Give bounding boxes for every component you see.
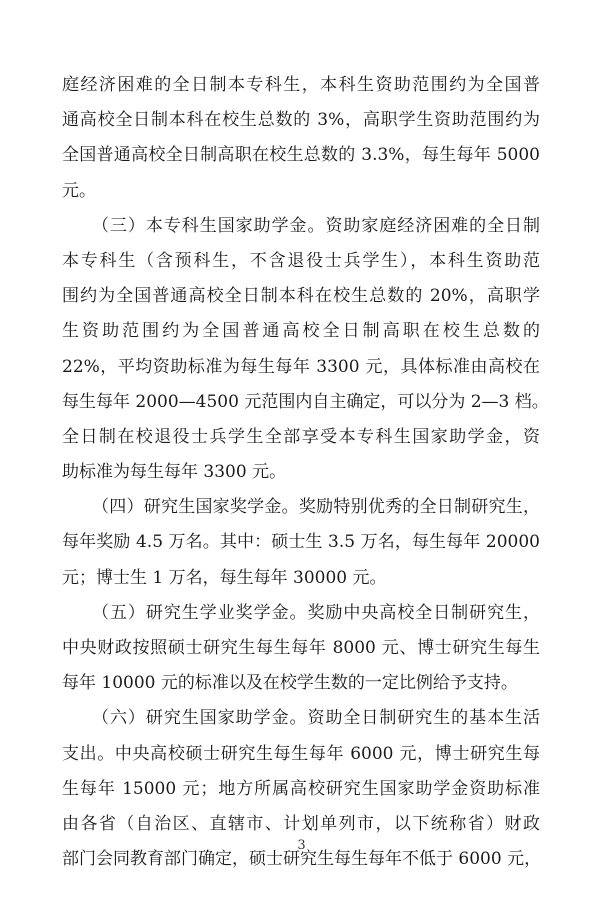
text-line: 生每年 15000 元；地方所属高校研究生国家助学金资助标准: [62, 778, 540, 799]
paragraph-first-line: （三）本专科生国家助学金。资助家庭经济困难的全日制: [92, 215, 540, 236]
text-line: 生资助范围约为全国普通高校全日制高职在校生总数的: [62, 321, 540, 342]
body-text: [62, 68, 549, 877]
text-line: 由各省（自治区、直辖市、计划单列市，以下统称省）财政: [62, 813, 540, 834]
text-line: 全日制在校退役士兵学生全部享受本专科生国家助学金，资: [62, 426, 540, 447]
text-line: 围约为全国普通高校全日制本科在校生总数的 20%，高职学: [62, 286, 540, 307]
text-line: 本专科生（含预科生，不含退役士兵学生），本科生资助范: [62, 250, 540, 271]
text-line: 助标准为每生每年 3300 元。: [62, 462, 287, 483]
text-line: 中央财政按照硕士研究生每生每年 8000 元、博士研究生每生: [62, 638, 540, 658]
paragraph-first-line: （五）研究生学业奖学金。奖励中央高校全日制研究生，: [92, 602, 540, 623]
text-line: 每年奖励 4.5 万名。其中：硕士生 3.5 万名，每生每年 20000: [62, 532, 540, 553]
text-line: 庭经济困难的全日制本专科生，本科生资助范围约为全国普: [62, 75, 540, 95]
text-line: 全国普通高校全日制高职在校生总数的 3.3%，每生每年 5000: [62, 145, 540, 166]
text-line: 元；博士生 1 万名，每生每年 30000 元。: [62, 567, 387, 588]
text-line: 支出。中央高校硕士研究生每生每年 6000 元，博士研究生每: [62, 743, 540, 764]
text-line: 22%，平均资助标准为每生每年 3300 元，具体标准由高校在: [62, 356, 540, 377]
text-line: 通高校全日制本科在校生总数的 3%，高职学生资助范围约为: [62, 110, 540, 131]
page-number: 3: [297, 838, 306, 853]
text-line: 元。: [62, 180, 96, 201]
paragraph-first-line: （六）研究生国家助学金。资助全日制研究生的基本生活: [92, 708, 540, 729]
text-line: 部门会同教育部门确定，硕士研究生每生每年不低于 6000 元，: [62, 849, 542, 870]
text-line: 每生每年 2000—4500 元范围内自主确定，可以分为 2—3 档。: [62, 391, 549, 412]
text-line: 每年 10000 元的标准以及在校学生数的一定比例给予支持。: [62, 673, 518, 694]
paragraph-first-line: （四）研究生国家奖学金。奖励特别优秀的全日制研究生，: [92, 497, 540, 518]
